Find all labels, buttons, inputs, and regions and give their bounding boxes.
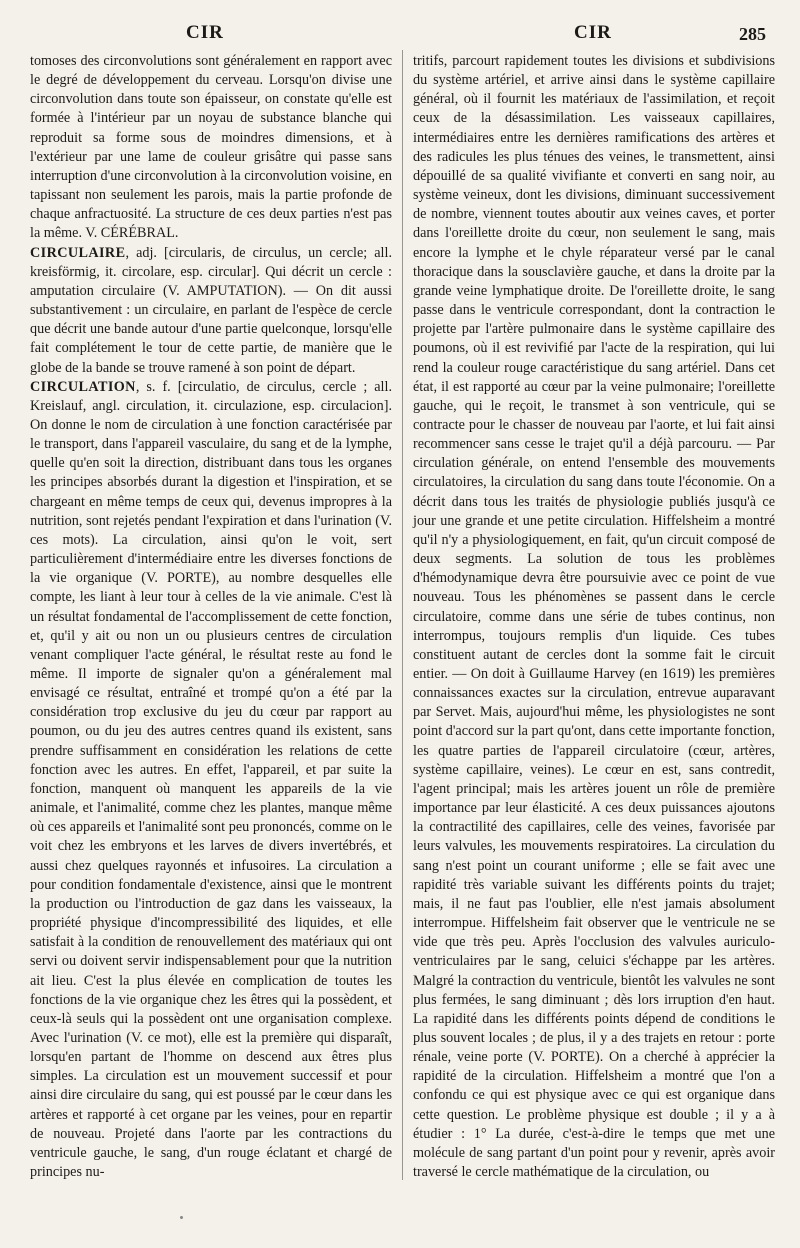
headword: CIRCULAIRE — [30, 244, 126, 261]
page-number: 285 — [739, 24, 766, 44]
running-head-right: CIR — [574, 22, 612, 43]
entry-continuation — [30, 52, 392, 244]
paragraph-text: tritifs, parcourt rapidement toutes les divisions et subdivisions du système artériel, et arrive ainsi dans le système capillaire général, où il fournit les matériaux de l'assimilation, et reçoit ceux de la désassimilation. Les vaisseaux capillaires, intermédiaires entre les dernières ramifications des artères et des radicules les plus ténues des veines, le transmettent, ainsi dépouillé de sa qualité vivifiante et converti en sang noir, au système veineux, dont les divisions, diminuant successivement de nombre, viennent toutes aboutir aux veines caves, et porter dans l'oreillette droite du cœur, non seulement le sang, mais encore la lymphe et le chyle réparateur versé par le canal thoracique dans la sousclavière gauche, et dans la droite par la grande veine lymphatique droite. De l'oreillette droite, le sang passe dans le ventricule correspondant, dont la contraction le projette par l'artère pulmonaire dans le système capillaire des poumons, où il est revivifié par l'acte de la respiration, qui lui rend la couleur rouge caractéristique du sang artériel. Dans cet état, il est rapporté au cœur par la veine pulmonaire; l'oreillette gauche, qui le reçoit, le transmet à son ventricule, qui se contracte pour le chasser de nouveau par l'aorte, et lui fait ainsi recommencer sans cesse le trajet qu'il a déjà parcouru. — Par circulation générale, on entend l'ensemble des mouvements circulatoires, la circulation du sang dans toute l'économie. On a décrit dans tous les traités de physiologie publiés jusqu'à ce jour une grande et une petite circulation. Hiffelsheim a montré qu'il n'y a physiologiquement, en fait, qu'un circuit composé de deux segments. La solution de tous les problèmes d'hémodynamique devra être poursuivie avec ce point de vue nouveau. Tous les phénomènes se passent dans le cercle circulatoire, comme dans une série de tubes continus, non interrompus, toujours remplis d'un liquide. Ces tubes constituent autant de cercles dont la somme fait le circuit entier. — On doit à Guillaume Harvey (en 1619) les premières connaissances exactes sur la circulation, entrevue auparavant par Servet. Mais, aujourd'hui même, les physiologistes ne sont point d'accord sur la part qu'ont, dans cette importante fonction, les quatre parties de l'appareil circulatoire (cœur, artères, système capillaire, veines). Le cœur en est, sans contredit, l'agent principal; mais les artères jouent un rôle de première importance par leur élasticité. A ces deux puissances ajoutons la contractilité des capillaires, celle des veines, favorisée par leurs valvules, les mouvements respiratoires. La circulation du sang n'est point un courant uniforme ; elle se fait avec une rapidité très variable suivant les différents points du trajet; mais, il ne faut pas l'oublier, elle n'est jamais absolument interrompue. Hiffelsheim fait observer que le ventricule ne se vide que très peu. Après l'occlusion des valvules auriculo-ventriculaires par le sang, celuici s'échappe par les artères. Malgré la contraction du ventricule, bientôt les valvules ne sont plus fermées, le sang diminuant ; dès lors irruption d'en haut. La rapidité dans les différents points dépend de conditions le plus souvent locales ; de plus, il y a des trajets en retour : porte rénale, veine porte (V. PORTE). On a cherché à apprécier la rapidité de la circulation. Hiffelsheim a montré que l'on a confondu ce qui est physique avec ce qui est organique dans cette question. Le problème physique est double ; il y a à étudier : 1° La durée, c'est-à-dire le temps que met une molécule de sang partant d'un point pour y revenir, après avoir traversé le cercle mathématique de la circulation, ou — [413, 53, 775, 1181]
entry-text: , adj. [circularis, de circulus, un cercle; all. kreisförmig, it. circolare, esp. circular]. Qui décrit un cercle : amputation circulaire (V. AMPUTATION). — On dit aussi substantivement : un circulaire, en parlant de l'espèce de cercle que décrit une bande autour d'une partie quelconque, lorsqu'elle fait complétement le tour de cette partie, de manière que le globe de la bande se trouve ramené à son point de départ. — [30, 244, 392, 376]
entry-text: , s. f. [circulatio, de circulus, cercle ; all. Kreislauf, angl. circulation, it. circulazione, esp. circulacion]. On donne le nom de circulation à une fonction caractérisée par le transport, dans l'appareil vasculaire, du sang et de la lymphe, quelle qu'en soit la direction, distribuant dans tous les organes les principes absorbés durant la digestion et l'inspiration, et se chargeant en même temps de ceux qui, devenus impropres à la nutrition, sont rejetés pendant l'expiration et dans l'urination (V. ces mots). La circulation, ainsi qu'on le voit, sert particulièrement d'intermédiaire entre les diverses fonctions de la vie organique (V. PORTE), au nombre desquelles elle compte, les liant à leur tour à celles de la vie animale. C'est là un résultat fondamental de l'accomplissement de cette fonction, et, qu'il y ait ou non un ou plusieurs centres de circulation venant compliquer l'acte général, le résultat reste au fond le même. Il importe de signaler qu'on a généralement mal envisagé ce résultat, entraîné et trompé qu'on a été par la considération trop exclusive du jeu du cœur par rapport au poumon, ou du jeu des autres centres quand ils existent, sans prendre suffisamment en considération les relations de cette fonction avec les autres. En effet, l'appareil, et par suite la fonction, manquent où manquent les appareils de la vie animale, et l'animalité, comme chez les plantes, manque même où ces appareils et l'animalité sont peu prononcés, comme on le voit chez les embryons et les larves de divers invertébrés, et aussi chez quelques rayonnés et infusoires. La circulation a pour condition fondamentale d'existence, ainsi que le montrent la production ou l'introduction de gaz dans les vaisseaux, la propriété physique d'incompressibilité des liquides, et elle satisfait à la condition de renouvellement des matériaux qui ont servi ou doivent servir indispensablement pour que la nutrition ait lieu. C'est la plus élevée en complication de toutes les fonctions de la vie organique chez les êtres qui la possèdent, et ceux-là seuls qui la possèdent ont une organisation complexe. Avec l'urination (V. ce mot), elle est la première qui disparaît, lorsqu'en partant de l'homme on descend aux êtres plus simples. La circulation est un mouvement successif et pour ainsi dire circulaire du sang, qui est poussé par le cœur dans les artères et rapporté à cet organe par les veines, pour en repartir de nouveau. Projeté dans l'aorte par les contractions du ventricule gauche, le sang, d'un rouge éclatant et chargé de principes nu- — [30, 378, 392, 1181]
entry-continuation — [413, 52, 775, 1182]
left-column — [30, 52, 392, 1182]
running-head-left: CIR — [186, 22, 224, 43]
entry-circulaire — [30, 244, 392, 378]
column-divider — [402, 50, 403, 1180]
entry-circulation — [30, 378, 392, 1183]
right-column — [413, 52, 775, 1182]
headword: CIRCULATION — [30, 378, 136, 395]
ink-speck — [180, 1216, 183, 1219]
paragraph-text: tomoses des circonvolutions sont généralement en rapport avec le degré de développement du cerveau. Lorsqu'on divise une circonvolution dans toute son épaisseur, on constate qu'elle est formée à l'intérieur par un noyau de substance blanche qui reproduit sa forme sous de moindres dimensions, et à l'extérieur par une lame de couleur grisâtre qui passe sans interruption d'une circonvolution à la circonvolution voisine, en tapissant non seulement les parois, mais la partie profonde de chaque anfractuosité. La structure de ces deux parties n'est pas la même. V. CÉRÉBRAL. — [30, 53, 392, 242]
